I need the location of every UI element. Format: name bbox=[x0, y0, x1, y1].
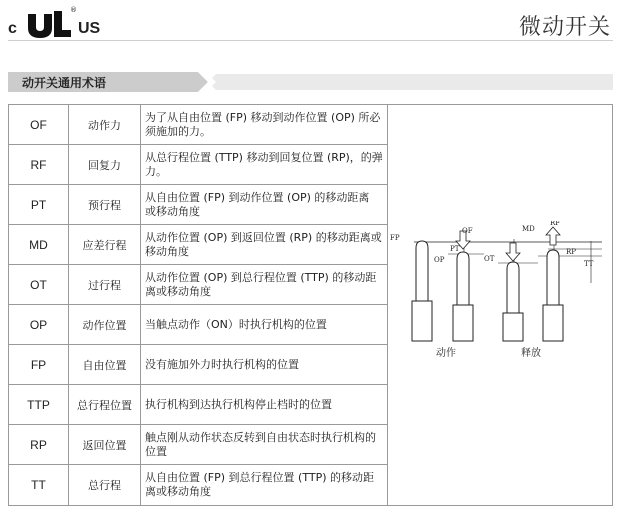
table-row bbox=[9, 345, 387, 385]
section-title: 动开关通用术语 bbox=[22, 76, 107, 90]
term-abbreviation: RP bbox=[9, 425, 69, 464]
label-of: OF bbox=[462, 227, 473, 235]
label-op: OP bbox=[434, 256, 445, 264]
logo-us-letters: US bbox=[78, 20, 101, 37]
table-row bbox=[9, 465, 387, 505]
caption-release: 释放 bbox=[521, 348, 541, 359]
term-description: 从动作位置 (OP) 到总行程位置 (TTP) 的移动距离或移动角度 bbox=[145, 270, 377, 298]
table-row bbox=[9, 145, 387, 185]
label-rp: RP bbox=[566, 248, 576, 256]
table-row bbox=[9, 225, 387, 265]
term-abbreviation: OF bbox=[9, 105, 69, 144]
caption-action: 动作 bbox=[436, 348, 456, 359]
label-ot: OT bbox=[484, 255, 495, 263]
label-tt: TT bbox=[584, 260, 594, 268]
logo-c-letter: c bbox=[8, 20, 17, 37]
plunger-release bbox=[543, 250, 563, 341]
ul-certification-logo bbox=[8, 6, 104, 40]
term-abbreviation: RF bbox=[9, 145, 69, 184]
label-fp: FP bbox=[390, 234, 400, 242]
term-abbreviation: OT bbox=[9, 265, 69, 304]
term-name: 自由位置 bbox=[69, 345, 141, 384]
table-row bbox=[9, 305, 387, 345]
overtravel-arrow bbox=[506, 243, 520, 261]
term-description: 从自由位置 (FP) 到总行程位置 (TTP) 的移动距离或移动角度 bbox=[145, 471, 374, 498]
term-description: 执行机构到达执行机构停止档时的位置 bbox=[145, 397, 332, 411]
plunger-overtravel bbox=[503, 262, 523, 341]
label-pt: PT bbox=[450, 245, 460, 253]
term-name: 预行程 bbox=[69, 185, 141, 224]
table-row bbox=[9, 105, 387, 145]
label-rf: RF bbox=[550, 221, 561, 227]
term-abbreviation: FP bbox=[9, 345, 69, 384]
term-name: 动作位置 bbox=[69, 305, 141, 344]
term-abbreviation: OP bbox=[9, 305, 69, 344]
term-abbreviation: TT bbox=[9, 465, 69, 505]
term-description: 从动作位置 (OP) 到返回位置 (RP) 的移动距离或移动角度 bbox=[145, 230, 382, 258]
header-divider bbox=[8, 40, 613, 41]
label-md: MD bbox=[522, 225, 535, 233]
term-abbreviation: TTP bbox=[9, 385, 69, 424]
term-description: 从总行程位置 (TTP) 移动到回复位置 (RP)，的弹力。 bbox=[145, 150, 383, 178]
term-description: 没有施加外力时执行机构的位置 bbox=[145, 357, 299, 371]
diagram-panel bbox=[387, 105, 613, 505]
term-abbreviation: MD bbox=[9, 225, 69, 264]
term-name: 返回位置 bbox=[69, 425, 141, 464]
registered-mark: ® bbox=[70, 6, 77, 14]
term-description: 当触点动作（ON）时执行机构的位置 bbox=[145, 317, 327, 331]
terms-table bbox=[8, 104, 613, 506]
actuator-travel-diagram bbox=[388, 221, 614, 361]
ul-mark-icon bbox=[20, 8, 74, 38]
table-row bbox=[9, 385, 387, 425]
page-title: 微动开关 bbox=[518, 15, 611, 40]
table-row bbox=[9, 265, 387, 305]
term-name: 应差行程 bbox=[69, 225, 141, 264]
table-row bbox=[9, 425, 387, 465]
term-name: 总行程 bbox=[69, 465, 141, 505]
term-name: 回复力 bbox=[69, 145, 141, 184]
term-description: 触点刚从动作状态反转到自由状态时执行机构的位置 bbox=[145, 430, 376, 458]
plunger-free bbox=[412, 241, 432, 341]
plunger-operating bbox=[453, 252, 473, 341]
term-description: 从自由位置 (FP) 到动作位置 (OP) 的移动距离 或移动角度 bbox=[145, 190, 370, 218]
term-abbreviation: PT bbox=[9, 185, 69, 224]
term-description: 为了从自由位置 (FP) 移动到动作位置 (OP) 所必须施加的力。 bbox=[145, 110, 381, 138]
table-row bbox=[9, 185, 387, 225]
term-name: 过行程 bbox=[69, 265, 141, 304]
term-name: 总行程位置 bbox=[69, 385, 141, 424]
term-name: 动作力 bbox=[69, 105, 141, 144]
